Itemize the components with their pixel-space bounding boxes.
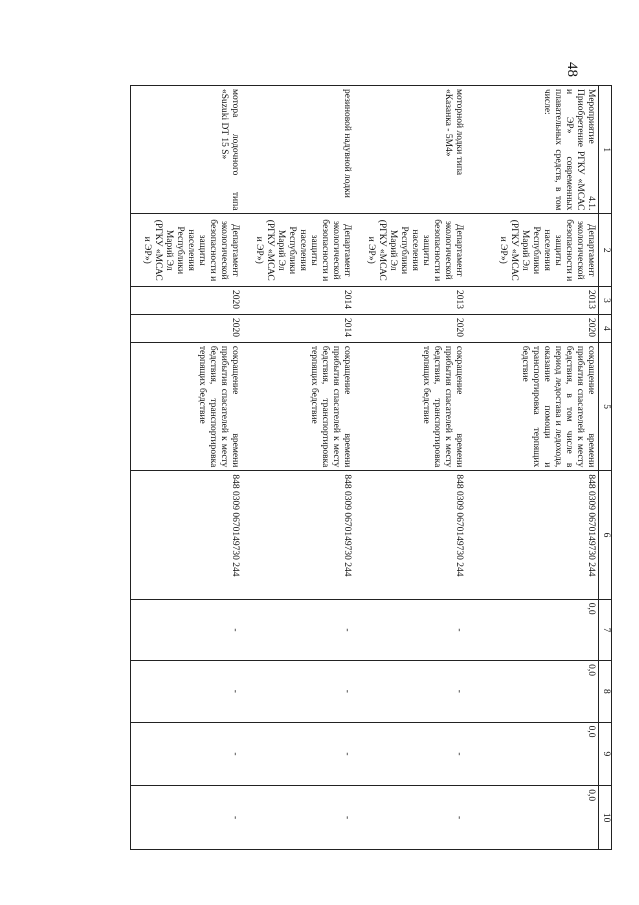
- value-col-10: -: [355, 786, 467, 850]
- col-header-9: 9: [599, 722, 612, 786]
- value-col-10: -: [243, 786, 355, 850]
- end-year: 2014: [243, 314, 355, 342]
- end-year: 2020: [467, 314, 599, 342]
- value-col-7: -: [355, 599, 467, 660]
- col-header-7: 7: [599, 599, 612, 660]
- col-header-8: 8: [599, 661, 612, 722]
- value-col-10: -: [131, 786, 243, 850]
- value-col-8: -: [243, 661, 355, 722]
- table-row: [355, 86, 467, 850]
- col-header-10: 10: [599, 786, 612, 850]
- table-row: [243, 86, 355, 850]
- value-col-9: -: [243, 722, 355, 786]
- expected-result: сокращение времени прибытия спасателей к месту бедствия, в том числе в период ледостава и ледохода, оказание помощи и транспортировка терпящих бедствие: [467, 342, 599, 470]
- measure-name: Мероприятие 4.1. Приобретение РГКУ «МСАС и ЭР» современных плавательных средств, в том числе:: [467, 86, 599, 214]
- value-col-8: 0,0: [467, 661, 599, 722]
- expected-result: сокращение времени прибытия спасателей к месту бедствия, транспортировка терпящих бедствие: [355, 342, 467, 470]
- executor: Департамент экологической безопасности и защиты населения Республики Марий Эл (РГКУ «МСАС и ЭР»): [243, 214, 355, 287]
- col-header-6: 6: [599, 471, 612, 599]
- budget-code: 848 0309 0670149730 244: [355, 471, 467, 599]
- start-year: 2013: [467, 287, 599, 315]
- value-col-7: -: [243, 599, 355, 660]
- col-header-1: 1: [599, 86, 612, 214]
- column-number-row: [599, 86, 612, 850]
- value-col-9: 0,0: [467, 722, 599, 786]
- executor: Департамент экологической безопасности и защиты населения Республики Марий Эл (РГКУ «МСАС и ЭР»): [467, 214, 599, 287]
- executor: Департамент экологической безопасности и защиты населения Республики Марий Эл (РГКУ «МСАС и ЭР»): [131, 214, 243, 287]
- page-number: 48: [564, 62, 580, 77]
- start-year: 2014: [243, 287, 355, 315]
- start-year: 2013: [355, 287, 467, 315]
- table-row: [467, 86, 599, 850]
- value-col-7: -: [131, 599, 243, 660]
- budget-code: 848 0309 0670149730 244: [467, 471, 599, 599]
- executor: Департамент экологической безопасности и защиты населения Республики Марий Эл (РГКУ «МСАС и ЭР»): [355, 214, 467, 287]
- measures-table: [130, 85, 612, 850]
- end-year: 2020: [355, 314, 467, 342]
- measure-name: резиновой надувной лодки: [243, 86, 355, 214]
- end-year: 2020: [131, 314, 243, 342]
- expected-result: сокращение времени прибытия спасателей к месту бедствия, транспортировка терпящих бедствие: [131, 342, 243, 470]
- rotated-table-area: [114, 85, 612, 850]
- measure-name: мотора лодочного типа «Suzuki DT 15 S»: [131, 86, 243, 214]
- budget-code: 848 0309 0670149730 244: [243, 471, 355, 599]
- value-col-8: -: [131, 661, 243, 722]
- value-col-9: -: [355, 722, 467, 786]
- table-row: [131, 86, 243, 850]
- value-col-10: 0,0: [467, 786, 599, 850]
- col-header-2: 2: [599, 214, 612, 287]
- value-col-8: -: [355, 661, 467, 722]
- col-header-4: 4: [599, 314, 612, 342]
- col-header-5: 5: [599, 342, 612, 470]
- col-header-3: 3: [599, 287, 612, 315]
- value-col-7: 0,0: [467, 599, 599, 660]
- start-year: 2020: [131, 287, 243, 315]
- expected-result: сокращение времени прибытия спасателей к месту бедствия, транспортировка терпящих бедствие: [243, 342, 355, 470]
- measure-name: моторной лодки типа «Казанка - 5М4»: [355, 86, 467, 214]
- budget-code: 848 0309 0670149730 244: [131, 471, 243, 599]
- value-col-9: -: [131, 722, 243, 786]
